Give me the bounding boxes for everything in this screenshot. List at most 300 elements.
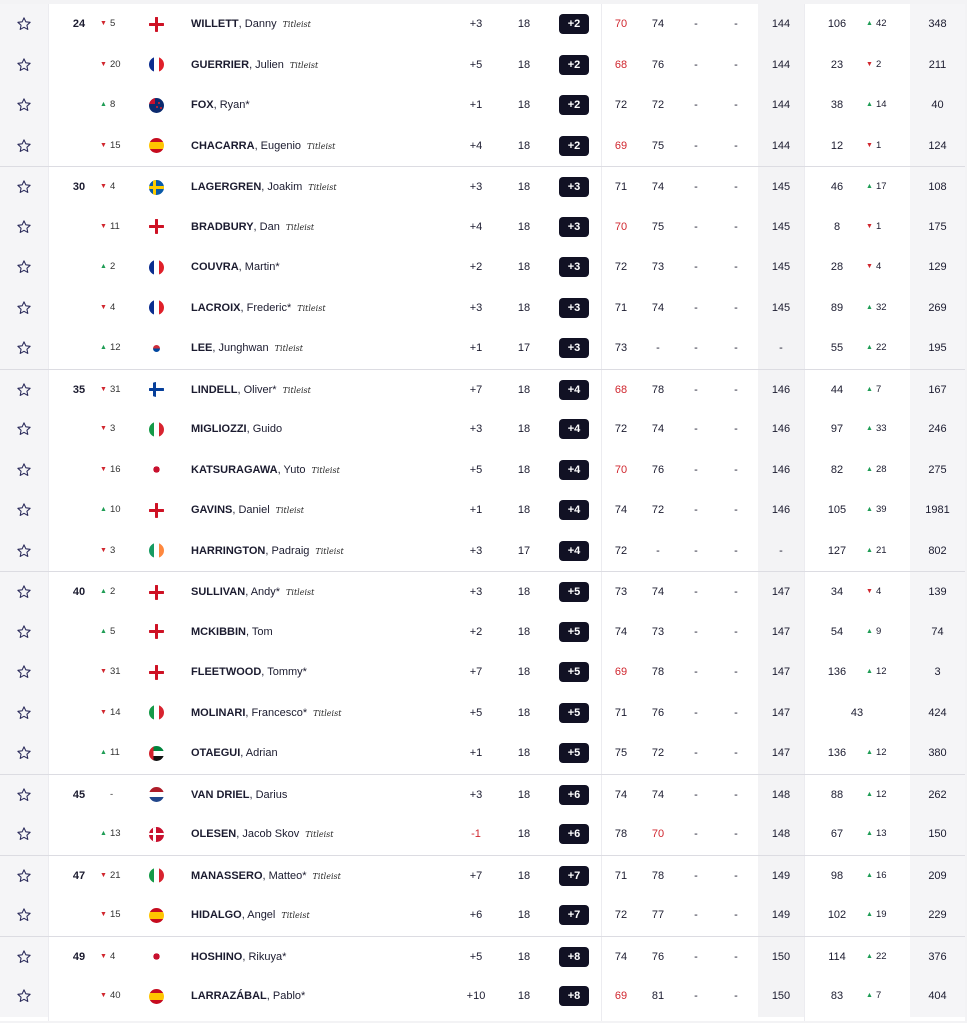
round-2-score: 78: [651, 383, 665, 396]
player-name-link[interactable]: [191, 328, 441, 369]
total-score: 147: [758, 652, 804, 693]
leaderboard-row[interactable]: [0, 612, 965, 653]
favorite-star-button[interactable]: [0, 531, 48, 572]
today-score: -1: [471, 828, 481, 840]
world-ranking: 262: [910, 775, 965, 816]
round-2-score: 74: [651, 586, 665, 598]
favorite-star-button[interactable]: [0, 409, 48, 450]
round-4-score: -: [734, 544, 738, 557]
favorite-star-button[interactable]: [0, 328, 48, 369]
today-score: +3: [469, 544, 483, 557]
movement-value: 9: [875, 625, 882, 637]
player-first-name: , Rikuya*: [242, 950, 287, 963]
projected-position: 38: [830, 99, 844, 111]
holes-thru: 18: [517, 220, 531, 233]
total-score: 149: [758, 856, 804, 897]
favorite-star-button[interactable]: [0, 775, 48, 816]
to-par-badge: +6: [559, 824, 589, 844]
leaderboard-row[interactable]: [0, 288, 965, 329]
movement-value: 13: [109, 828, 121, 839]
leaderboard-row[interactable]: [0, 814, 965, 855]
movement-arrow-icon: ▲: [100, 588, 107, 595]
leaderboard-row[interactable]: [0, 693, 965, 734]
movement-arrow-icon: ▼: [100, 992, 107, 999]
leaderboard-row[interactable]: [0, 652, 965, 693]
projected-position: 23: [830, 58, 844, 71]
player-name-link[interactable]: [191, 814, 441, 855]
leaderboard-row[interactable]: [0, 531, 965, 572]
holes-thru: 18: [517, 950, 531, 963]
player-first-name: , Andy*: [245, 586, 281, 598]
titleist-logo: Titleist: [282, 20, 311, 29]
favorite-star-button[interactable]: [0, 167, 48, 208]
round-3-score: -: [694, 990, 698, 1002]
position-movement: [100, 370, 140, 411]
leaderboard-row[interactable]: [0, 207, 965, 248]
movement-value: 32: [875, 301, 887, 313]
favorite-star-button[interactable]: [0, 207, 48, 248]
projected-movement: [866, 976, 906, 1017]
favorite-star-button[interactable]: [0, 45, 48, 86]
player-first-name: , Adrian: [240, 747, 278, 759]
movement-arrow-icon: ▼: [866, 141, 873, 149]
favorite-star-button[interactable]: [0, 490, 48, 531]
flag-eng-icon: [149, 665, 164, 680]
favorite-star-button[interactable]: [0, 895, 48, 936]
round-2-score: 73: [651, 625, 665, 638]
position: [66, 207, 92, 248]
player-last-name: LACROIX: [191, 301, 241, 314]
leaderboard-row[interactable]: [0, 490, 965, 531]
movement-value: 40: [109, 990, 121, 1001]
movement-arrow-icon: ▲: [866, 303, 873, 311]
movement-arrow-icon: ▼: [100, 385, 107, 393]
player-name-link[interactable]: [191, 4, 441, 45]
movement-value: 22: [875, 950, 887, 962]
position: [66, 328, 92, 369]
projected-position: 34: [830, 586, 844, 598]
total-score: 150: [758, 976, 804, 1017]
round-2-score: 72: [651, 747, 665, 759]
player-name-link[interactable]: [191, 612, 441, 653]
leaderboard-row[interactable]: [0, 45, 965, 86]
holes-thru: 18: [517, 828, 531, 840]
titleist-logo: Titleist: [281, 911, 310, 920]
player-last-name: COUVRA: [191, 261, 239, 273]
leaderboard-row[interactable]: [0, 733, 965, 774]
player-name-link[interactable]: [191, 167, 441, 208]
star-outline-icon: [16, 138, 32, 154]
flag-fra-icon: [149, 57, 164, 72]
favorite-star-button[interactable]: [0, 856, 48, 897]
star-outline-icon: [16, 664, 32, 680]
to-par-badge: +5: [559, 703, 589, 723]
total-score: 147: [758, 693, 804, 734]
round-3-score: -: [694, 261, 698, 273]
holes-thru: 18: [517, 990, 531, 1002]
holes-thru: 18: [517, 706, 531, 719]
player-name-link[interactable]: [191, 733, 441, 774]
movement-arrow-icon: ▲: [866, 627, 873, 635]
today-score: +5: [469, 706, 483, 719]
flag-nzl-icon: [149, 98, 164, 113]
holes-thru: 18: [517, 58, 531, 71]
world-ranking: 802: [910, 531, 965, 572]
movement-arrow-icon: ▲: [866, 790, 873, 798]
world-ranking: 108: [910, 167, 965, 208]
projected-movement: [866, 572, 906, 613]
player-name-link[interactable]: [191, 207, 441, 248]
player-name-link[interactable]: [191, 370, 441, 411]
leaderboard-row[interactable]: [0, 166, 965, 208]
titleist-logo: Titleist: [289, 60, 319, 70]
movement-value: 2: [109, 586, 116, 597]
player-first-name: , Jacob Skov: [236, 828, 300, 840]
movement-value: 10: [109, 504, 121, 515]
star-outline-icon: [16, 97, 32, 113]
favorite-star-button[interactable]: [0, 652, 48, 693]
total-score: 147: [758, 612, 804, 653]
round-1-score: 74: [614, 625, 628, 638]
round-1-score: 71: [614, 869, 628, 882]
round-3-score: -: [694, 181, 698, 193]
player-last-name: VAN DRIEL: [191, 788, 250, 801]
player-name-link[interactable]: [191, 247, 441, 288]
movement-arrow-icon: ▲: [866, 668, 873, 675]
player-name-link[interactable]: [191, 531, 441, 572]
player-name-link[interactable]: [191, 288, 441, 329]
leaderboard-row[interactable]: [0, 976, 965, 1017]
to-par-badge: +4: [559, 500, 589, 520]
star-outline-icon: [16, 584, 32, 600]
player-name-link[interactable]: [191, 126, 441, 167]
round-4-score: -: [734, 625, 738, 638]
round-2-score: 74: [651, 18, 665, 30]
favorite-star-button[interactable]: [0, 247, 48, 288]
position: 45: [72, 788, 86, 801]
movement-arrow-icon: ▲: [866, 546, 873, 554]
player-name-link[interactable]: [191, 895, 441, 936]
movement-value: 4: [109, 181, 116, 192]
leaderboard-row[interactable]: [0, 247, 965, 288]
round-2-score: 76: [651, 463, 665, 476]
player-last-name: LINDELL: [191, 383, 238, 396]
round-3-score: -: [694, 383, 698, 396]
titleist-logo: Titleist: [286, 588, 315, 597]
player-name-link[interactable]: [191, 490, 441, 531]
flag-eng-icon: [149, 585, 164, 600]
leaderboard-row[interactable]: [0, 85, 965, 126]
movement-value: 16: [875, 869, 887, 881]
projected-position: 136: [827, 666, 847, 678]
movement-value: 42: [875, 18, 887, 29]
titleist-logo: Titleist: [297, 303, 326, 313]
player-last-name: MIGLIOZZI: [191, 423, 247, 435]
movement-arrow-icon: ▲: [866, 871, 873, 879]
movement-arrow-icon: ▼: [100, 60, 107, 68]
movement-arrow-icon: ▼: [866, 222, 873, 230]
favorite-star-button[interactable]: [0, 85, 48, 126]
titleist-logo: Titleist: [308, 183, 337, 192]
star-outline-icon: [16, 787, 32, 803]
round-2-score: 72: [651, 99, 665, 111]
player-first-name: , Yuto: [277, 463, 306, 476]
round-3-score: -: [694, 586, 698, 598]
round-4-score: -: [734, 139, 738, 152]
leaderboard-row[interactable]: [0, 126, 965, 167]
leaderboard-row[interactable]: [0, 369, 965, 411]
movement-value: 11: [109, 220, 120, 232]
player-name-link[interactable]: [191, 937, 441, 978]
today-score: +3: [469, 301, 483, 314]
leaderboard-row[interactable]: [0, 409, 965, 450]
to-par-badge: +5: [559, 622, 589, 642]
round-3-score: -: [694, 58, 698, 71]
round-2-score: 81: [651, 990, 665, 1002]
titleist-logo: Titleist: [313, 708, 342, 718]
favorite-star-button[interactable]: [0, 370, 48, 411]
round-3-score: -: [694, 504, 698, 516]
player-first-name: , Tom: [246, 625, 273, 638]
round-2-score: 74: [651, 423, 665, 435]
movement-value: 5: [109, 625, 116, 637]
movement-arrow-icon: ▼: [100, 222, 107, 230]
player-name-link[interactable]: [191, 572, 441, 613]
player-last-name: SULLIVAN: [191, 586, 246, 598]
flag-kor-icon: [149, 341, 164, 356]
player-first-name: , Ryan*: [213, 99, 250, 111]
leaderboard-row[interactable]: [0, 571, 965, 613]
player-name-link[interactable]: [191, 85, 441, 126]
player-first-name: , Oliver*: [237, 383, 277, 396]
movement-arrow-icon: ▲: [866, 20, 873, 27]
flag-ned-icon: [149, 787, 164, 802]
favorite-star-button[interactable]: [0, 572, 48, 613]
round-4-score: -: [734, 706, 738, 719]
round-2-score: 76: [651, 58, 665, 71]
favorite-star-button[interactable]: [0, 733, 48, 774]
movement-arrow-icon: ▼: [100, 708, 107, 716]
movement-arrow-icon: ▲: [866, 952, 873, 960]
position-movement: [100, 895, 140, 936]
leaderboard-row[interactable]: [0, 936, 965, 978]
round-2-score: 73: [651, 261, 665, 273]
flag-eng-icon: [149, 17, 164, 32]
round-2-score: 70: [651, 828, 665, 840]
projected-movement: [866, 612, 906, 653]
leaderboard-row[interactable]: [0, 774, 965, 816]
total-score: -: [758, 531, 804, 572]
to-par-badge: +8: [559, 947, 589, 967]
player-name-link[interactable]: [191, 409, 441, 450]
favorite-star-button[interactable]: [0, 814, 48, 855]
projected-movement: [866, 937, 906, 978]
movement-arrow-icon: ▲: [866, 911, 873, 918]
player-last-name: HIDALGO: [191, 909, 242, 921]
position: [66, 531, 92, 572]
player-last-name: GUERRIER: [191, 58, 250, 71]
leaderboard-row[interactable]: [0, 855, 965, 897]
player-first-name: , Joakim: [261, 181, 303, 193]
favorite-star-button[interactable]: [0, 937, 48, 978]
position: [66, 45, 92, 86]
projected-movement: [866, 409, 906, 450]
total-score: 144: [758, 45, 804, 86]
round-3-score: -: [694, 301, 698, 314]
projected-movement: [866, 531, 906, 572]
position: [66, 409, 92, 450]
player-name-link[interactable]: [191, 45, 441, 86]
movement-value: 4: [109, 950, 116, 962]
to-par-badge: +5: [559, 743, 589, 763]
star-outline-icon: [16, 179, 32, 195]
round-1-score: 69: [614, 139, 628, 152]
player-last-name: LARRAZÁBAL: [191, 990, 267, 1002]
position-movement: [100, 531, 140, 572]
movement-value: 14: [875, 99, 887, 110]
movement-arrow-icon: ▼: [100, 303, 107, 311]
star-outline-icon: [16, 502, 32, 518]
favorite-star-button[interactable]: [0, 126, 48, 167]
favorite-star-button[interactable]: [0, 693, 48, 734]
holes-thru: 18: [517, 18, 531, 30]
movement-value: 12: [875, 666, 887, 677]
round-3-score: -: [694, 139, 698, 152]
round-1-score: 71: [614, 706, 628, 719]
round-4-score: -: [734, 869, 738, 882]
round-3-score: -: [694, 788, 698, 801]
movement-arrow-icon: ▲: [866, 830, 873, 837]
player-last-name: LAGERGREN: [191, 181, 262, 193]
holes-thru: 18: [517, 463, 531, 476]
projected-position: 28: [830, 261, 844, 273]
world-ranking: 348: [910, 4, 965, 45]
movement-arrow-icon: ▲: [866, 465, 873, 473]
movement-arrow-icon: ▼: [100, 668, 107, 675]
player-first-name: , Angel: [241, 909, 276, 921]
position-movement: [100, 572, 140, 613]
flag-fra-icon: [149, 260, 164, 275]
holes-thru: 18: [517, 301, 531, 314]
holes-thru: 18: [517, 181, 531, 193]
player-last-name: CHACARRA: [191, 139, 255, 152]
leaderboard-row[interactable]: [0, 895, 965, 936]
projected-movement: [866, 4, 906, 45]
player-name-link[interactable]: [191, 693, 441, 734]
round-4-score: -: [734, 181, 738, 193]
player-last-name: BRADBURY: [191, 220, 254, 233]
round-4-score: -: [734, 504, 738, 516]
round-4-score: -: [734, 666, 738, 678]
round-4-score: -: [734, 261, 738, 273]
player-first-name: , Martin*: [238, 261, 280, 273]
favorite-star-button[interactable]: [0, 450, 48, 491]
projected-position: 8: [833, 220, 841, 233]
player-name-link[interactable]: [191, 652, 441, 693]
flag-ita-icon: [149, 705, 164, 720]
position-movement: [100, 814, 140, 855]
movement-arrow-icon: ▲: [100, 830, 107, 837]
holes-thru: 18: [517, 139, 531, 152]
favorite-star-button[interactable]: [0, 4, 48, 45]
position: [66, 490, 92, 531]
projected-position: 43: [850, 706, 864, 719]
movement-value: 4: [109, 301, 116, 313]
to-par-badge: +4: [559, 460, 589, 480]
round-3-score: -: [694, 99, 698, 111]
movement-value: 12: [875, 747, 887, 758]
movement-arrow-icon: ▲: [100, 101, 107, 108]
today-score: +6: [469, 909, 483, 921]
holes-thru: 18: [517, 788, 531, 801]
movement-arrow-icon: ▲: [100, 344, 107, 351]
star-outline-icon: [16, 462, 32, 478]
to-par-badge: +4: [559, 380, 589, 400]
leaderboard-row[interactable]: [0, 328, 965, 369]
holes-thru: 18: [517, 99, 531, 111]
today-score: +3: [469, 181, 483, 193]
movement-value: 3: [109, 544, 116, 556]
round-1-score: 72: [614, 423, 628, 435]
flag-eng-icon: [149, 219, 164, 234]
star-outline-icon: [16, 826, 32, 842]
leaderboard-row[interactable]: [0, 450, 965, 491]
leaderboard-row[interactable]: [0, 4, 965, 45]
star-outline-icon: [16, 421, 32, 437]
star-outline-icon: [16, 57, 32, 73]
player-last-name: MCKIBBIN: [191, 625, 246, 638]
projected-position: 97: [830, 423, 844, 435]
round-2-score: -: [656, 544, 660, 557]
total-score: 147: [758, 733, 804, 774]
position-movement: [100, 733, 140, 774]
world-ranking: 209: [910, 856, 965, 897]
movement-value: -: [110, 788, 114, 800]
player-name-link[interactable]: [191, 856, 441, 897]
player-name-link[interactable]: [191, 775, 441, 816]
favorite-star-button[interactable]: [0, 612, 48, 653]
position: [66, 288, 92, 329]
movement-value: 20: [109, 58, 121, 70]
world-ranking: 404: [910, 976, 965, 1017]
movement-arrow-icon: ▼: [866, 263, 873, 270]
round-4-score: -: [734, 58, 738, 71]
favorite-star-button[interactable]: [0, 288, 48, 329]
titleist-logo: Titleist: [315, 546, 344, 556]
projected-position: 89: [830, 301, 844, 314]
player-name-link[interactable]: [191, 976, 441, 1017]
projected-movement: [866, 85, 906, 126]
player-last-name: OLESEN: [191, 828, 237, 840]
round-2-score: 74: [651, 301, 665, 314]
round-2-score: 78: [651, 666, 665, 678]
player-first-name: , Padraig: [265, 544, 310, 557]
titleist-logo: Titleist: [312, 871, 341, 881]
world-ranking: 380: [910, 733, 965, 774]
player-name-link[interactable]: [191, 450, 441, 491]
projected-position: 127: [827, 544, 847, 557]
position-movement: [100, 409, 140, 450]
projected-movement: [866, 370, 906, 411]
projected-movement: [866, 328, 906, 369]
projected-movement: [866, 126, 906, 167]
position-movement: [100, 288, 140, 329]
movement-value: 5: [109, 18, 116, 29]
world-ranking: 129: [910, 247, 965, 288]
favorite-star-button[interactable]: [0, 976, 48, 1017]
round-4-score: -: [734, 828, 738, 840]
world-ranking: 74: [910, 612, 965, 653]
